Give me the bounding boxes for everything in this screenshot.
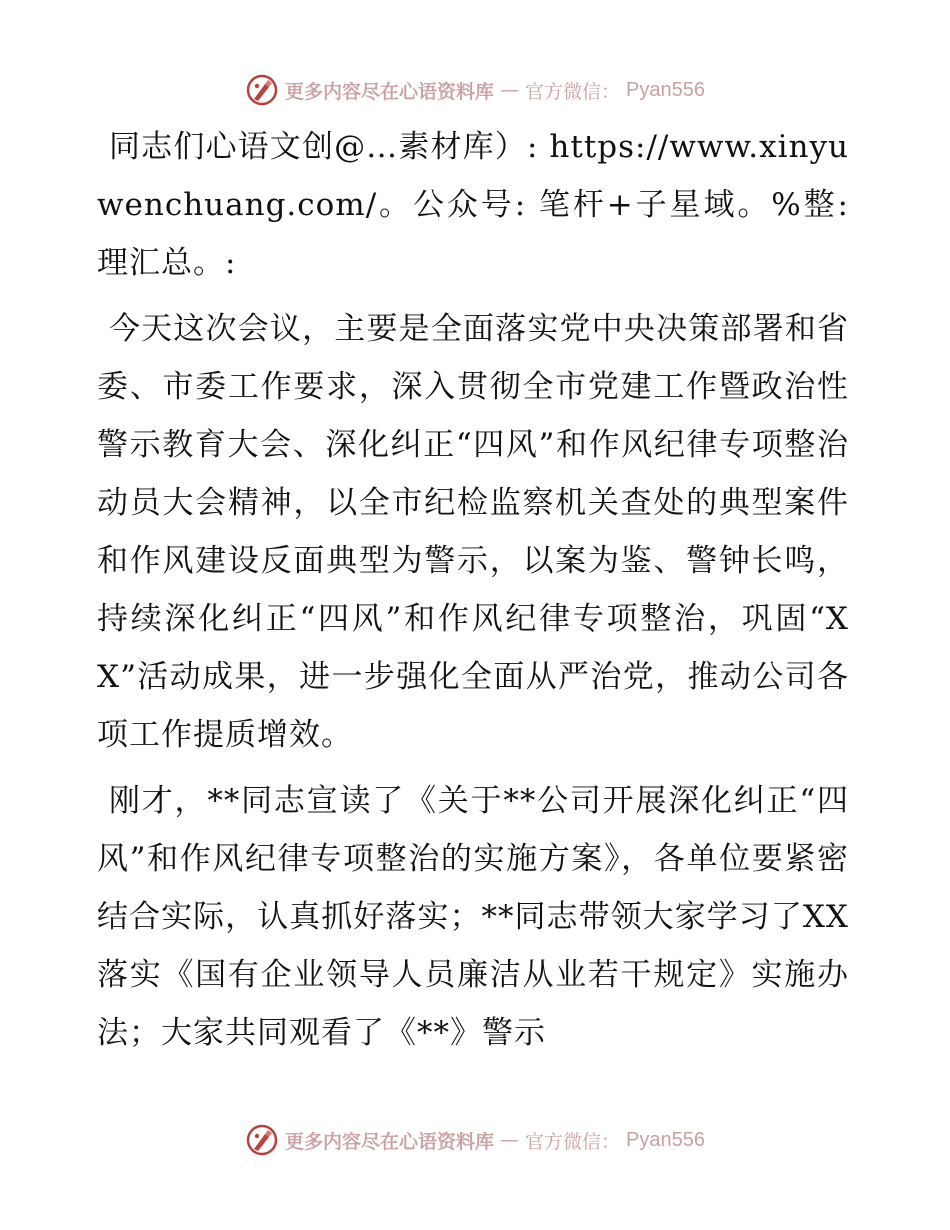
paragraph-review xyxy=(97,772,849,1062)
paragraph-intro xyxy=(97,118,849,292)
pen-logo-icon xyxy=(245,73,279,107)
header-banner xyxy=(0,70,950,110)
footer-banner xyxy=(0,1120,950,1160)
paragraph-text: 今天这次会议，主要是全面落实党中央决策部署和省委、市委工作要求，深入贯彻全市党建工作暨政治性警示教育大会、深化纠正“四风”和作风纪律专项整治动员大会精神，以全市纪检监察机关查处的典型案件和作风建设反面典型为警示，以案为鉴、警钟长鸣，持续深化纠正“四风”和作风纪律专项整治，巩固“XX”活动成果，进一步强化全面从严治党，推动公司各项工作提质增效。 xyxy=(97,311,849,753)
banner-main-text: 更多内容尽在心语资料库 xyxy=(285,80,495,103)
paragraph-text: 刚才，**同志宣读了《关于**公司开展深化纠正“四风”和作风纪律专项整治的实施方案》，各单位要紧密结合实际，认真抓好落实；**同志带领大家学习了XX落实《国有企业领导人员廉洁从业若干规定》实施办法；大家共同观看了《**》警示 xyxy=(97,783,849,1051)
banner-wechat-id: Pyan556 xyxy=(626,1128,705,1151)
document-body xyxy=(97,118,849,1070)
banner-dash: — xyxy=(500,79,520,101)
paragraph-meeting-purpose xyxy=(97,300,849,764)
banner-wechat-id: Pyan556 xyxy=(626,78,705,101)
paragraph-text: 同志们心语文创@…素材库）: https://www.xinyuwenchuang.com/。公众号: 笔杆+子星域。%整:理汇总。: xyxy=(97,129,849,281)
banner-main-text: 更多内容尽在心语资料库 xyxy=(285,1130,495,1153)
banner-official-label: 官方微信： xyxy=(525,80,621,103)
banner-official-label: 官方微信： xyxy=(525,1130,621,1153)
pen-logo-icon xyxy=(245,1123,279,1157)
banner-dash: — xyxy=(500,1129,520,1151)
